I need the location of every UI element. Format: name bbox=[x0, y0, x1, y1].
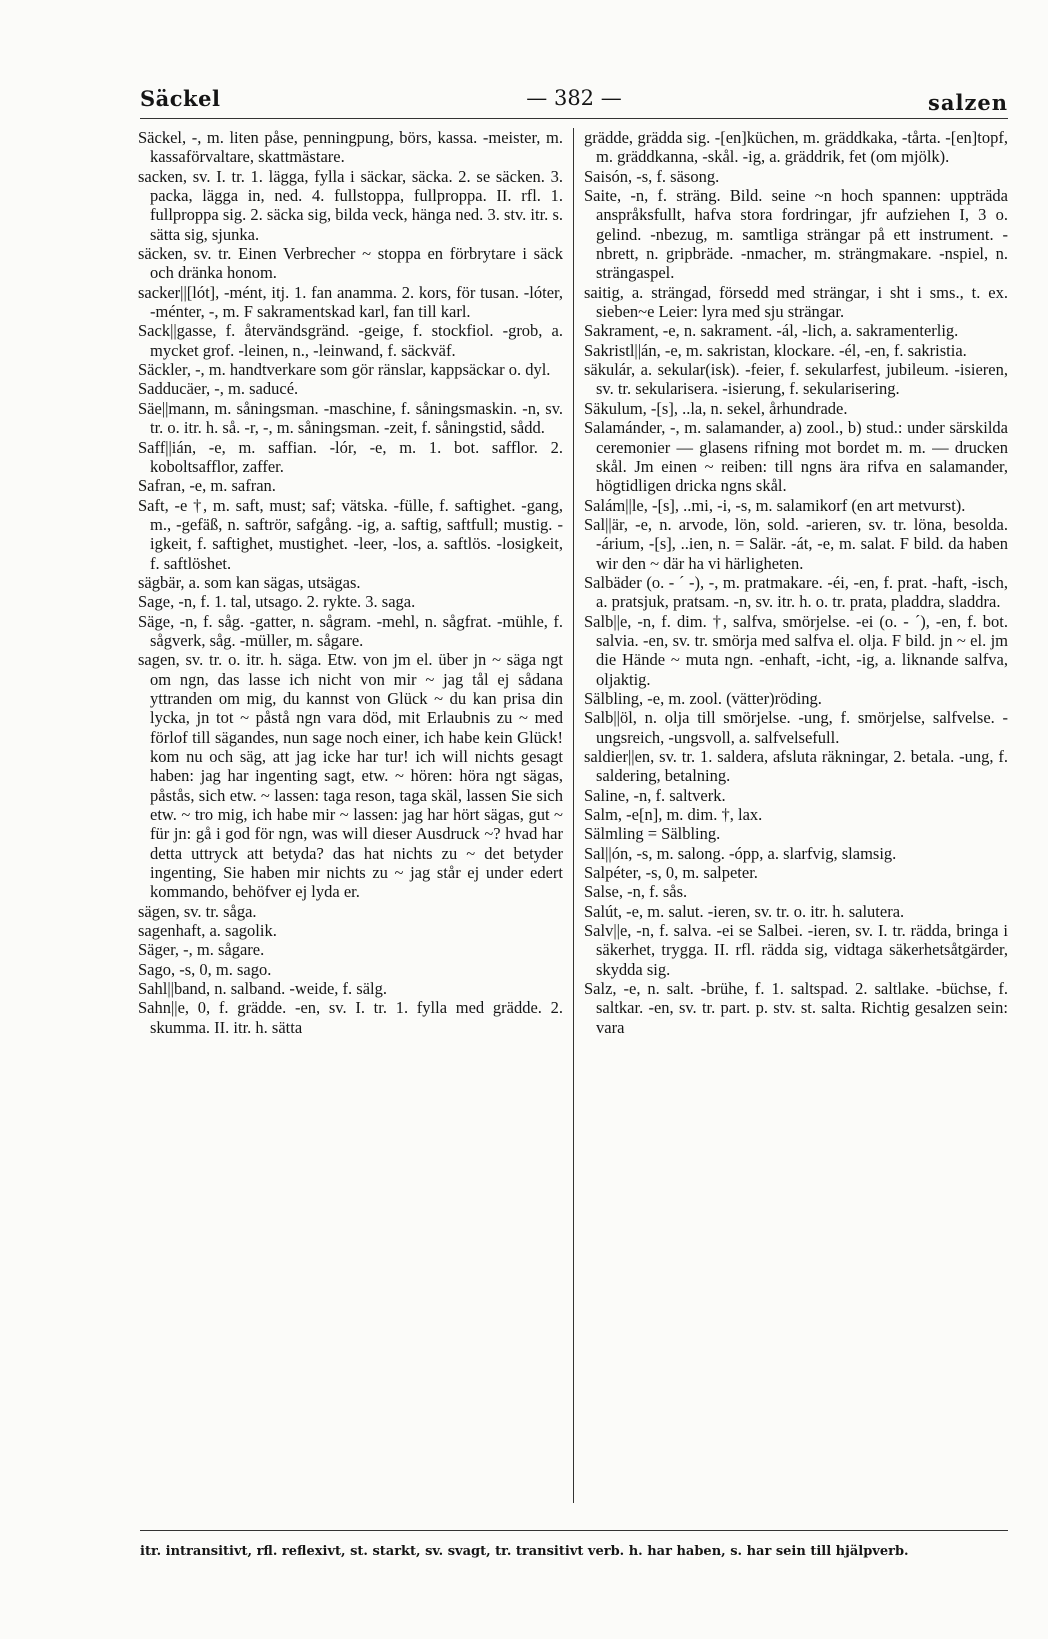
dictionary-entry: Säe||mann, m. såningsman. -maschine, f. såningsmaskin. -n, sv. tr. o. itr. h. så. -r, -, m. såningsman. -zeit, f. såningstid, sådd. bbox=[138, 398, 563, 438]
dictionary-entry: Saline, -n, f. saltverk. bbox=[584, 785, 726, 805]
abbreviation-legend: itr. intransitivt, rfl. reflexivt, st. starkt, sv. svagt, tr. transitivt verb. h. har haben, s. har sein till hjälpverb. bbox=[140, 1544, 909, 1559]
column-divider bbox=[573, 128, 574, 1503]
dictionary-entry: Salb||e, -n, f. dim. †, salfva, smörjelse. -ei (o. - ´), -en, f. bot. salvia. -en, sv. tr. smörja med salfva el. olja. F bild. jn ~ el. jm die Hände ~ muta ngn. -enhaft, -icht, -ig, a. liknande salfva, oljaktig. bbox=[584, 611, 1008, 689]
dictionary-entry: Saite, -n, f. sträng. Bild. seine ~n hoch spannen: uppträda anspråksfullt, hafva stora fordringar, jfr aufziehen I, 3 o. gelind. -nbezug, m. samtliga strängar på ett instrument. -nbrett, n. gripbräde. -nmacher, m. strängmakare. -nspiel, n. strängaspel. bbox=[584, 186, 1008, 283]
dictionary-entry: sagenhaft, a. sagolik. bbox=[138, 921, 277, 941]
dictionary-entry: grädde, grädda sig. -[en]küchen, m. gräddkaka, -tårta. -[en]topf, m. gräddkanna, -skål. -ig, a. gräddrik, fet (om mjölk). bbox=[584, 128, 1008, 167]
header-last-entry: salzen bbox=[928, 90, 1008, 115]
dictionary-entry: Säckler, -, m. handtverkare som gör ränslar, kappsäckar o. dyl. bbox=[138, 360, 551, 380]
dictionary-entry: saldier||en, sv. tr. 1. saldera, afsluta räkningar, 2. betala. -ung, f. saldering, betalning. bbox=[584, 747, 1008, 786]
dictionary-entry: Sahl||band, n. salband. -weide, f. sälg. bbox=[138, 979, 388, 999]
dictionary-entry: säcken, sv. tr. Einen Verbrecher ~ stoppa en förbrytare i säck och dränka honom. bbox=[138, 244, 563, 283]
dictionary-entry: Säger, -, m. sågare. bbox=[138, 940, 265, 960]
dictionary-entry: Salb||öl, n. olja till smörjelse. -ung, f. smörjelse, salfvelse. -ungsreich, -ungsvoll, a. salfvelsefull. bbox=[584, 708, 1008, 747]
dictionary-entry: Sage, -n, f. 1. tal, utsago. 2. rykte. 3. saga. bbox=[138, 592, 416, 612]
dictionary-entry: Sal||ón, -s, m. salong. -ópp, a. slarfvig, slamsig. bbox=[584, 843, 897, 863]
dictionary-entry: sägbär, a. som kan sägas, utsägas. bbox=[138, 572, 361, 592]
dictionary-entry: Sakrament, -e, n. sakrament. -ál, -lich, a. sakramenterlig. bbox=[584, 321, 959, 341]
dictionary-entry: Saff||ián, -e, m. saffian. -lór, -e, m. 1. bot. safflor. 2. koboltsafflor, zaffer. bbox=[138, 437, 563, 476]
right-column bbox=[584, 128, 1008, 1037]
dictionary-entry: sägen, sv. tr. såga. bbox=[138, 901, 257, 921]
page-number: — 382 — bbox=[526, 86, 622, 110]
dictionary-entry: Salamánder, -, m. salamander, a) zool., b) stud.: under särskilda ceremonier — glasens rifning mot bordet m. m. — drucken skål. Jm einen ~ reiben: till ngns ära rifva en salamander, högtidligen dricka ngns skål. bbox=[584, 418, 1008, 496]
dictionary-entry: Sahn||e, 0, f. grädde. -en, sv. I. tr. 1. fylla med grädde. 2. skumma. II. itr. h. sätta bbox=[138, 998, 563, 1037]
dictionary-entry: Sago, -s, 0, m. sago. bbox=[138, 959, 272, 979]
left-column bbox=[138, 128, 563, 1037]
dictionary-entry: sagen, sv. tr. o. itr. h. säga. Etw. von jm el. über jn ~ säga ngt om ngn, das lasse ich nicht von mir ~ jag tål ej sådana yttranden om mig, du kannst von Glück ~ du kan prisa din lycka, jn tot ~ påstå ngn vara död, mit Erlaubnis zu ~ med förlof till sägandes, nun sage noch einer, ich habe kein Glück! kom nu och säg, att jag icke har tur! ich will nichts gesagt haben: jag har ingenting sagt, etw. ~ hören: höra ngt sägas, påstås, sich etw. ~ lassen: taga reson, taga skäl, lassen Sie sich etw. ~ tro mig, ich habe mir ~ lassen: jag har hört sägas, gut ~ für jn: gå i god för ngn, was will dieser Ausdruck ~? hvad har detta uttryck att betyda? das hat nichts zu ~ det betyder ingenting, Sie haben mir nichts zu ~ jag står ej under edert kommando, behöfver ej lyda er. bbox=[138, 650, 563, 902]
header-rule bbox=[140, 118, 1008, 119]
dictionary-entry: Säckel, -, m. liten påse, penningpung, börs, kassa. -meister, m. kassaförvaltare, skattmästare. bbox=[138, 128, 563, 167]
dictionary-entry: Salv||e, -n, f. salva. -ei se Salbei. -ieren, sv. I. tr. rädda, bringa i säkerhet, trygga. II. rfl. rädda sig, vidtaga säkerhetsåtgärder, skydda sig. bbox=[584, 921, 1008, 979]
dictionary-entry: Sälmling = Sälbling. bbox=[584, 824, 721, 844]
dictionary-entry: Salám||le, -[s], ..mi, -i, -s, m. salamikorf (en art metvurst). bbox=[584, 495, 966, 515]
dictionary-entry: Sal||är, -e, n. arvode, lön, sold. -arieren, sv. tr. löna, besolda. -árium, -[s], ..ien, n. = Salär. -át, -e, m. salat. F bild. da haben wir den ~ där ha vi härligheten. bbox=[584, 514, 1008, 573]
dictionary-entry: Sadducäer, -, m. saducé. bbox=[138, 379, 299, 399]
dictionary-entry: Sakristl||án, -e, m. sakristan, klockare. -él, -en, f. sakristia. bbox=[584, 340, 967, 360]
dictionary-entry: Säge, -n, f. såg. -gatter, n. sågram. -mehl, n. sågfrat. -mühle, f. sågverk, såg. -müller, m. sågare. bbox=[138, 611, 563, 650]
dictionary-entry: saitig, a. strängad, försedd med strängar, i sht i sms., t. ex. sieben~e Leier: lyra med sju strängar. bbox=[584, 282, 1008, 322]
dictionary-entry: Saisón, -s, f. säsong. bbox=[584, 166, 720, 186]
dictionary-entry: Salpéter, -s, 0, m. salpeter. bbox=[584, 863, 758, 883]
page-header bbox=[140, 86, 1008, 120]
dictionary-entry: Safran, -e, m. safran. bbox=[138, 476, 276, 496]
dictionary-entry: Säkulum, -[s], ..la, n. sekel, århundrade. bbox=[584, 398, 848, 418]
dictionary-entry: Salse, -n, f. sås. bbox=[584, 882, 688, 902]
dictionary-entry: Salz, -e, n. salt. -brühe, f. 1. saltspad. 2. saltlake. -büchse, f. saltkar. -en, sv. tr. part. p. stv. st. salta. Richtig gesalzen sein: vara bbox=[584, 979, 1008, 1037]
footer-rule bbox=[140, 1530, 1008, 1531]
dictionary-entry: säkulár, a. sekular(isk). -feier, f. sekularfest, jubileum. -isieren, sv. tr. sekularisera. -isierung, f. sekularisering. bbox=[584, 360, 1008, 399]
dictionary-entry: Salm, -e[n], m. dim. †, lax. bbox=[584, 805, 763, 825]
dictionary-entry: Salbäder (o. - ´ -), -, m. pratmakare. -éi, -en, f. prat. -haft, -isch, a. pratsjuk, pratsam. -n, sv. itr. h. o. tr. prata, pladdra, sladdra. bbox=[584, 572, 1008, 612]
dictionary-entry: sacker||[lót], -mént, itj. 1. fan anamma. 2. kors, för tusan. -lóter, -ménter, -, m. F sakramentskad karl, fan till karl. bbox=[138, 282, 563, 322]
dictionary-entry: Salút, -e, m. salut. -ieren, sv. tr. o. itr. h. salutera. bbox=[584, 901, 905, 921]
dictionary-entry: Saft, -e †, m. saft, must; saf; vätska. -fülle, f. saftighet. -gang, m., -gefäß, n. saftrör, safgång. -ig, a. saftig, saftfull; mustig. -igkeit, f. saftighet, mustighet. -leer, -los, a. saftlös. -losigkeit, f. saftlöshet. bbox=[138, 495, 563, 573]
dictionary-entry: sacken, sv. I. tr. 1. lägga, fylla i säckar, säcka. 2. se säcken. 3. packa, lägga in, ned. 4. fullstoppa, fullproppa. II. rfl. 1. fullproppa sig. 2. säcka sig, bilda veck, hänga ned. 3. stv. itr. s. sätta sig, sjunka. bbox=[138, 166, 563, 244]
dictionary-entry: Sälbling, -e, m. zool. (vätter)röding. bbox=[584, 688, 822, 708]
header-first-entry: Säckel bbox=[140, 86, 221, 111]
dictionary-entry: Sack||gasse, f. återvändsgränd. -geige, f. stockfiol. -grob, a. mycket grof. -leinen, n., -leinwand, f. säckväf. bbox=[138, 321, 563, 360]
